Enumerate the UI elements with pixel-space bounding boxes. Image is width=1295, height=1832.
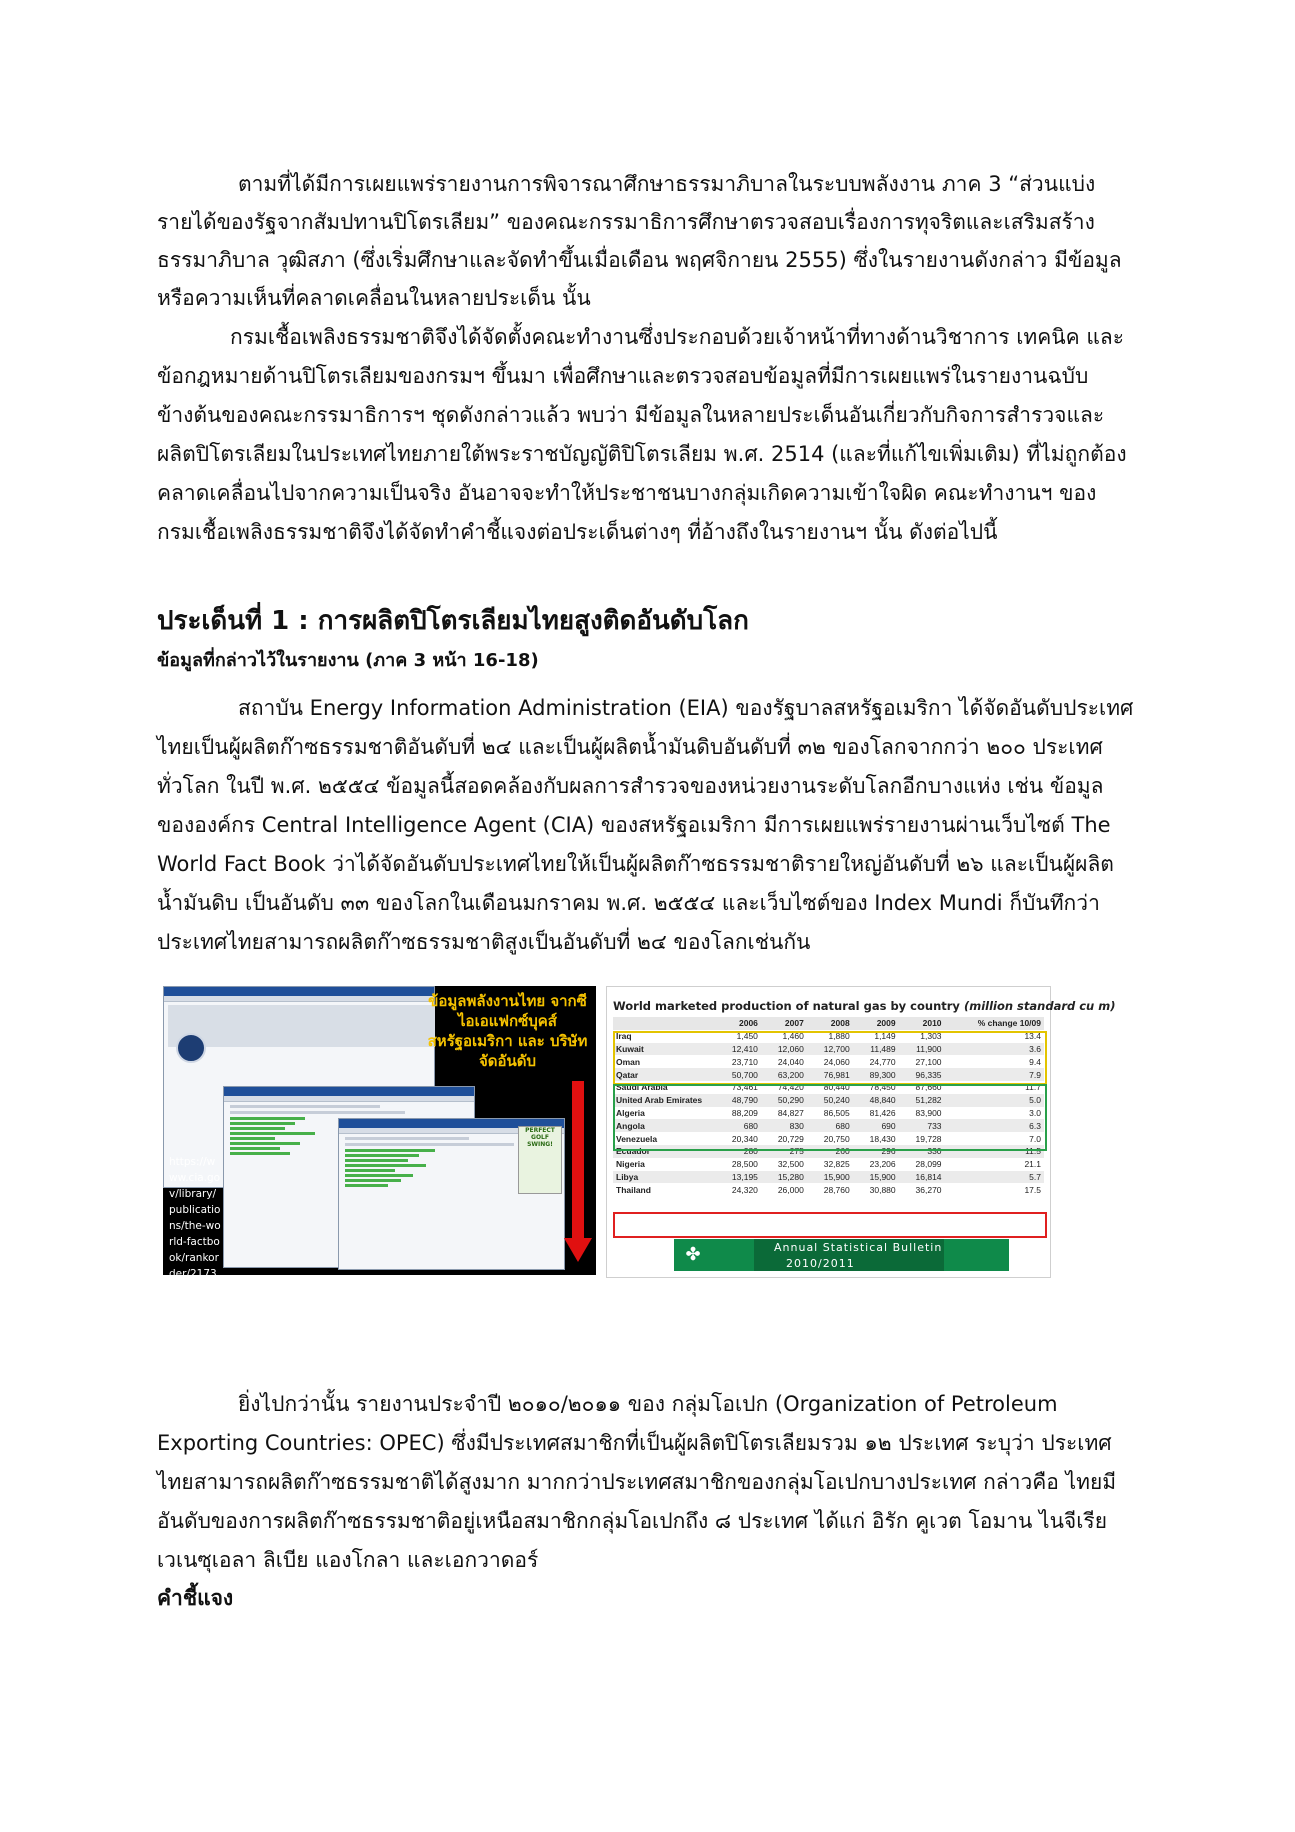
ad-text: PERFECT GOLF SWING! (525, 1127, 555, 1148)
down-arrow-icon (572, 1081, 584, 1241)
value-cell: 18,430 (869, 1133, 896, 1144)
value-cell: 50,290 (761, 1094, 807, 1107)
value-cell: 20,750 (823, 1133, 850, 1144)
value-cell: 78,450 (869, 1082, 896, 1093)
value-cell: 690 (853, 1119, 899, 1132)
intro-line: ธรรมาภิบาล วุฒิสภา (ซึ่งเริ่มศึกษาและจัดทำขึ้นเมื่อเดือน พฤศจิกายน 2555) ซึ่งในรายงานดังกล่าว มีข้อมูล (157, 248, 1122, 272)
value-cell: 680 (807, 1119, 853, 1132)
opec-line: ยิ่งไปกว่านั้น รายงานประจำปี ๒๐๑๐/๒๐๑๑ ของ กลุ่มโอเปก (Organization of Petroleum (238, 1392, 1058, 1416)
country-cell: Oman (616, 1056, 641, 1067)
country-cell: Ecuador (613, 1145, 715, 1158)
issue-line: ประเทศไทยสามารถผลิตก๊าซธรรมชาติสูงเป็นอันดับที่ ๒๔ ของโลกเช่นกัน (157, 930, 811, 954)
table-row (613, 1171, 1044, 1184)
value-cell: 28,099 (915, 1159, 942, 1170)
value-cell: 86,505 (823, 1107, 850, 1118)
value-cell: 12,060 (761, 1043, 807, 1056)
value-cell: 28,760 (823, 1184, 850, 1195)
issue-subtitle: ข้อมูลที่กล่าวไว้ในรายงาน (ภาค 3 หน้า 16-18) (157, 650, 539, 671)
value-cell: 76,981 (807, 1068, 853, 1081)
value-cell: 296 (853, 1145, 899, 1158)
value-cell: 830 (761, 1119, 807, 1132)
value-cell: 19,728 (915, 1133, 942, 1144)
opec-bulletin-banner (674, 1239, 1009, 1271)
value-cell: 3.6 (945, 1043, 1044, 1056)
highlight-box-thailand (613, 1212, 1047, 1238)
intro-line: กรมเชื้อเพลิงธรรมชาติจึงได้จัดทำคำชี้แจงต่อประเด็นต่างๆ ที่อ้างถึงในรายงานฯ นั้น ดังต่อไปนี้ (157, 520, 998, 544)
value-cell: 81,426 (869, 1107, 896, 1118)
highlight-box-green (613, 1084, 1047, 1151)
opec-line: อันดับของการผลิตก๊าซธรรมชาติอยู่เหนือสมาชิกกลุ่มโอเปกถึง ๘ ประเทศ ได้แก่ อิรัก คูเวต โอมาน ไนจีเรีย (157, 1509, 1107, 1533)
table-title-text: World marketed production of natural gas by country (613, 999, 960, 1013)
bulletin-year: 2010/2011 (786, 1257, 855, 1270)
value-cell: 32,825 (823, 1159, 850, 1170)
header-cell: 2006 (715, 1017, 761, 1030)
highlight-box-yellow (613, 1031, 1047, 1085)
value-cell: 5.7 (945, 1171, 1044, 1184)
table-title (613, 999, 1116, 1013)
value-cell: 9.4 (1029, 1056, 1041, 1067)
value-cell: 88,209 (731, 1107, 758, 1118)
value-cell: 20,729 (777, 1133, 804, 1144)
value-cell: 24,320 (731, 1184, 758, 1195)
value-cell: 16,814 (899, 1171, 945, 1184)
value-cell: 48,790 (715, 1094, 761, 1107)
country-cell: Qatar (613, 1068, 715, 1081)
value-cell: 1,450 (736, 1031, 758, 1042)
opec-line: เวเนซุเอลา ลิเบีย แองโกลา และเอกวาดอร์ (157, 1548, 539, 1572)
country-cell: Iraq (616, 1031, 632, 1042)
value-cell: 275 (761, 1145, 807, 1158)
value-cell: 48,840 (853, 1094, 899, 1107)
value-cell: 87,660 (915, 1082, 942, 1093)
value-cell: 11,900 (899, 1043, 945, 1056)
value-cell: 11.7 (1025, 1082, 1041, 1093)
intro-line: รายได้ของรัฐจากสัมปทานปิโตรเลียม” ของคณะกรรมาธิการศึกษาตรวจสอบเรื่องการทุจริตและเสริมสร้าง (157, 210, 1095, 234)
table-row (613, 1183, 1044, 1196)
value-cell: 20,340 (731, 1133, 758, 1144)
opec-line: ไทยสามารถผลิตก๊าซธรรมชาติได้สูงมาก มากกว่าประเทศสมาชิกของกลุ่มโอเปกบางประเทศ กล่าวคือ ไทยมี (157, 1470, 1117, 1494)
value-cell: 15,900 (853, 1171, 899, 1184)
country-cell: Saudi Arabia (616, 1082, 668, 1093)
issue-line: ขององค์กร Central Intelligence Agent (CIA) ของสหรัฐอเมริกา มีการเผยแพร่รายงานผ่านเว็บไซต์ The (157, 813, 1111, 837)
value-cell: 51,282 (899, 1094, 945, 1107)
value-cell: 63,200 (761, 1068, 807, 1081)
collage-overlay-title: ข้อมูลพลังงานไทย จากซีไอเอแฟกซ์บุคส์ สหรัฐอเมริกา และ บริษัทจัดอันดับ (427, 992, 588, 1070)
header-cell: 2008 (807, 1017, 853, 1030)
value-cell: 84,827 (777, 1107, 804, 1118)
clarification-heading: คำชี้แจง (157, 1586, 234, 1610)
issue-line: ทั่วโลก ในปี พ.ศ. ๒๕๕๔ ข้อมูลนี้สอดคล้องกับผลการสำรวจของหน่วยงานระดับโลกอีกบางแห่ง เช่น ข้อมูล (157, 774, 1104, 798)
value-cell: 83,900 (915, 1107, 942, 1118)
value-cell: 12,410 (715, 1043, 761, 1056)
value-cell: 89,300 (853, 1068, 899, 1081)
table-row (613, 1158, 1044, 1171)
issue-line: ไทยเป็นผู้ผลิตก๊าซธรรมชาติอันดับที่ ๒๔ และเป็นผู้ผลิตน้ำมันดิบอันดับที่ ๓๒ ของโลกจากกว่า ๒๐๐ ประเทศ (157, 735, 1103, 759)
value-cell: 36,270 (915, 1184, 942, 1195)
value-cell: 11.5 (945, 1145, 1044, 1158)
intro-line: กรมเชื้อเพลิงธรรมชาติจึงได้จัดตั้งคณะทำงานซึ่งประกอบด้วยเจ้าหน้าที่ทางด้านวิชาการ เทคนิค และ (230, 325, 1125, 349)
value-cell: 50,240 (807, 1094, 853, 1107)
issue-line: World Fact Book ว่าได้จัดอันดับประเทศไทยให้เป็นผู้ผลิตก๊าซธรรมชาติรายใหญ่อันดับที่ ๒๖ และเป็นผู้ผลิต (157, 852, 1114, 876)
value-cell: 680 (715, 1119, 761, 1132)
value-cell: 733 (899, 1119, 945, 1132)
country-cell: United Arab Emirates (613, 1094, 715, 1107)
country-cell: Thailand (616, 1184, 651, 1195)
value-cell: 260 (807, 1145, 853, 1158)
value-cell: 73,461 (731, 1082, 758, 1093)
intro-line: ผลิตปิโตรเลียมในประเทศไทยภายใต้พระราชบัญญัติปิโตรเลียม พ.ศ. 2514 (และที่แก้ไขเพิ่มเติม) ที่ไม่ถูกต้อง (157, 442, 1127, 466)
factbook-url: https://www.cia.gov/library/publications/the-world-factbook/rankorder/2173rank.html (169, 1156, 221, 1296)
value-cell: 13,195 (715, 1171, 761, 1184)
table-unit: (million standard cu m) (963, 999, 1116, 1013)
value-cell: 17.5 (1024, 1184, 1041, 1195)
country-cell: Libya (613, 1171, 715, 1184)
intro-line: ตามที่ได้มีการเผยแพร่รายงานการพิจารณาศึกษาธรรมาภิบาลในระบบพลังงาน ภาค 3 “ส่วนแบ่ง (238, 172, 1096, 196)
value-cell: 7.9 (945, 1068, 1044, 1081)
value-cell: 7.0 (1029, 1133, 1041, 1144)
value-cell: 11,489 (853, 1043, 899, 1056)
value-cell: 1,880 (828, 1031, 850, 1042)
value-cell: 3.0 (1029, 1107, 1041, 1118)
opec-line: Exporting Countries: OPEC) ซึ่งมีประเทศสมาชิกที่เป็นผู้ผลิตปิโตรเลียมรวม ๑๒ ประเทศ ระบุว่า ประเทศ (157, 1431, 1112, 1455)
value-cell: 32,500 (777, 1159, 804, 1170)
value-cell: 74,420 (777, 1082, 804, 1093)
value-cell: 30,880 (869, 1184, 896, 1195)
header-cell: % change 10/09 (945, 1017, 1044, 1030)
value-cell: 1,460 (782, 1031, 804, 1042)
value-cell: 27,100 (915, 1056, 942, 1067)
issue-title: ประเด็นที่ 1 : การผลิตปิโตรเลียมไทยสูงติดอันดับโลก (157, 606, 749, 636)
value-cell: 6.3 (945, 1119, 1044, 1132)
value-cell: 1,149 (874, 1031, 896, 1042)
intro-line: ข้อกฎหมายด้านปิโตรเลียมของกรมฯ ขึ้นมา เพื่อศึกษาและตรวจสอบข้อมูลที่มีการเผยแพร่ในรายงานฉบับ (157, 364, 1089, 388)
issue-line: สถาบัน Energy Information Administration (EIA) ของรัฐบาลสหรัฐอเมริกา ได้จัดอันดับประเทศ (238, 696, 1134, 720)
intro-line: ข้างต้นของคณะกรรมาธิการฯ ชุดดังกล่าวแล้ว พบว่า มีข้อมูลในหลายประเด็นอันเกี่ยวกับกิจการสำรวจและ (157, 403, 1105, 427)
intro-line: หรือความเห็นที่คลาดเคลื่อนในหลายประเด็น นั้น (157, 286, 591, 310)
header-cell: 2010 (899, 1017, 945, 1030)
value-cell: 23,710 (731, 1056, 758, 1067)
value-cell: 50,700 (715, 1068, 761, 1081)
value-cell: 23,206 (869, 1159, 896, 1170)
value-cell: 80,440 (823, 1082, 850, 1093)
country-cell: Algeria (616, 1107, 645, 1118)
country-cell: Angola (613, 1119, 715, 1132)
value-cell: 24,770 (869, 1056, 896, 1067)
value-cell: 15,280 (761, 1171, 807, 1184)
down-arrow-head-icon (564, 1238, 592, 1262)
cia-factbook-collage (163, 986, 596, 1296)
value-cell: 12,700 (807, 1043, 853, 1056)
bulletin-title: Annual Statistical Bulletin (774, 1241, 943, 1254)
value-cell: 330 (899, 1145, 945, 1158)
header-cell: 2007 (761, 1017, 807, 1030)
header-cell (613, 1017, 715, 1030)
value-cell: 28,500 (731, 1159, 758, 1170)
value-cell: 21.1 (1024, 1159, 1041, 1170)
country-cell: Venezuela (616, 1133, 658, 1144)
value-cell: 24,040 (777, 1056, 804, 1067)
opec-logo-icon: ✤ (680, 1243, 706, 1267)
value-cell: 15,900 (807, 1171, 853, 1184)
value-cell: 26,000 (777, 1184, 804, 1195)
table-header-row (613, 1017, 1044, 1030)
intro-line: คลาดเคลื่อนไปจากความเป็นจริง อันอาจจะทำให้ประชาชนบางกลุ่มเกิดความเข้าใจผิด คณะทำงานฯ ของ (157, 481, 1097, 505)
golf-ad (518, 1126, 562, 1194)
header-cell: 2009 (853, 1017, 899, 1030)
opec-gas-production-table (606, 986, 1116, 1278)
value-cell: 96,335 (899, 1068, 945, 1081)
country-cell: Nigeria (616, 1159, 645, 1170)
value-cell: 280 (715, 1145, 761, 1158)
issue-line: น้ำมันดิบ เป็นอันดับ ๓๓ ของโลกในเดือนมกราคม พ.ศ. ๒๕๕๔ และเว็บไซต์ของ Index Mundi ก็บันทึกว่า (157, 891, 1100, 915)
value-cell: 1,303 (920, 1031, 942, 1042)
value-cell: 24,060 (823, 1056, 850, 1067)
value-cell: 5.0 (945, 1094, 1044, 1107)
value-cell: 13.4 (1024, 1031, 1041, 1042)
country-cell: Kuwait (613, 1043, 715, 1056)
cia-seal-icon (176, 1033, 206, 1063)
